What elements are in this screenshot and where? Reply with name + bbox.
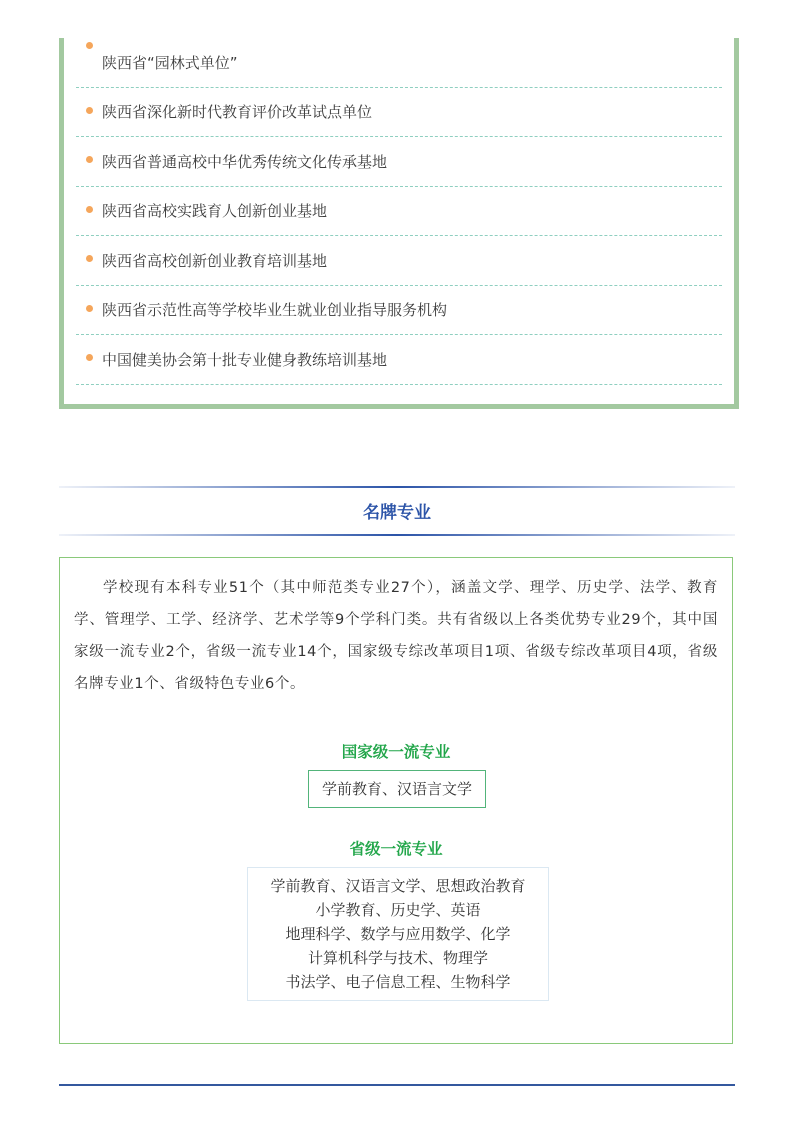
honors-list [76, 38, 722, 385]
list-item [76, 88, 722, 138]
bullet-dot-icon [86, 354, 93, 361]
provincial-majors-title: 省级一流专业 [349, 840, 443, 858]
list-item [76, 137, 722, 187]
provincial-majors-line: 地理科学、数学与应用数学、化学 [285, 925, 511, 943]
bullet-dot-icon [86, 305, 93, 312]
national-majors-box: 学前教育、汉语言文学 [308, 770, 486, 808]
bullet-dot-icon [86, 42, 93, 49]
bullet-dot-icon [86, 255, 93, 262]
provincial-majors-line: 小学教育、历史学、英语 [315, 901, 481, 919]
honor-label: 陕西省高校实践育人创新创业基地 [102, 202, 328, 221]
honor-label: 中国健美协会第十批专业健身教练培训基地 [102, 350, 388, 369]
list-item [76, 236, 722, 286]
footer-divider [59, 1084, 735, 1086]
provincial-majors-line: 学前教育、汉语言文学、思想政治教育 [270, 877, 526, 895]
honor-label: 陕西省普通高校中华优秀传统文化传承基地 [102, 152, 388, 171]
list-item [76, 335, 722, 385]
majors-panel [59, 557, 733, 1044]
honor-label: 陕西省高校创新创业教育培训基地 [102, 251, 328, 270]
list-item [76, 286, 722, 336]
bullet-dot-icon [86, 206, 93, 213]
provincial-majors-line: 书法学、电子信息工程、生物科学 [285, 973, 511, 991]
divider [59, 534, 735, 536]
honors-panel [59, 38, 739, 409]
section-header [59, 486, 735, 536]
honor-label: 陕西省深化新时代教育评价改革试点单位 [102, 103, 373, 122]
honor-label: 陕西省“园林式单位” [102, 53, 238, 72]
bullet-dot-icon [86, 156, 93, 163]
provincial-majors-box [247, 867, 549, 1001]
section-title: 名牌专业 [363, 503, 431, 523]
list-item [76, 187, 722, 237]
intro-paragraph: 学校现有本科专业51个（其中师范类专业27个），涵盖文学、理学、历史学、法学、教育学、管理学、工学、经济学、艺术学等9个学科门类。共有省级以上各类优势专业29个，其中国家级一流专业2个，省级一流专业14个，国家级专综改革项目1项、省级专综改革项目4项，省级名牌专业1个、省级特色专业6个。 [74, 580, 718, 692]
national-majors-title: 国家级一流专业 [341, 743, 451, 761]
bullet-dot-icon [86, 107, 93, 114]
list-item [76, 38, 722, 88]
provincial-majors-line: 计算机科学与技术、物理学 [307, 949, 488, 967]
divider [59, 486, 735, 488]
honor-label: 陕西省示范性高等学校毕业生就业创业指导服务机构 [102, 301, 448, 320]
